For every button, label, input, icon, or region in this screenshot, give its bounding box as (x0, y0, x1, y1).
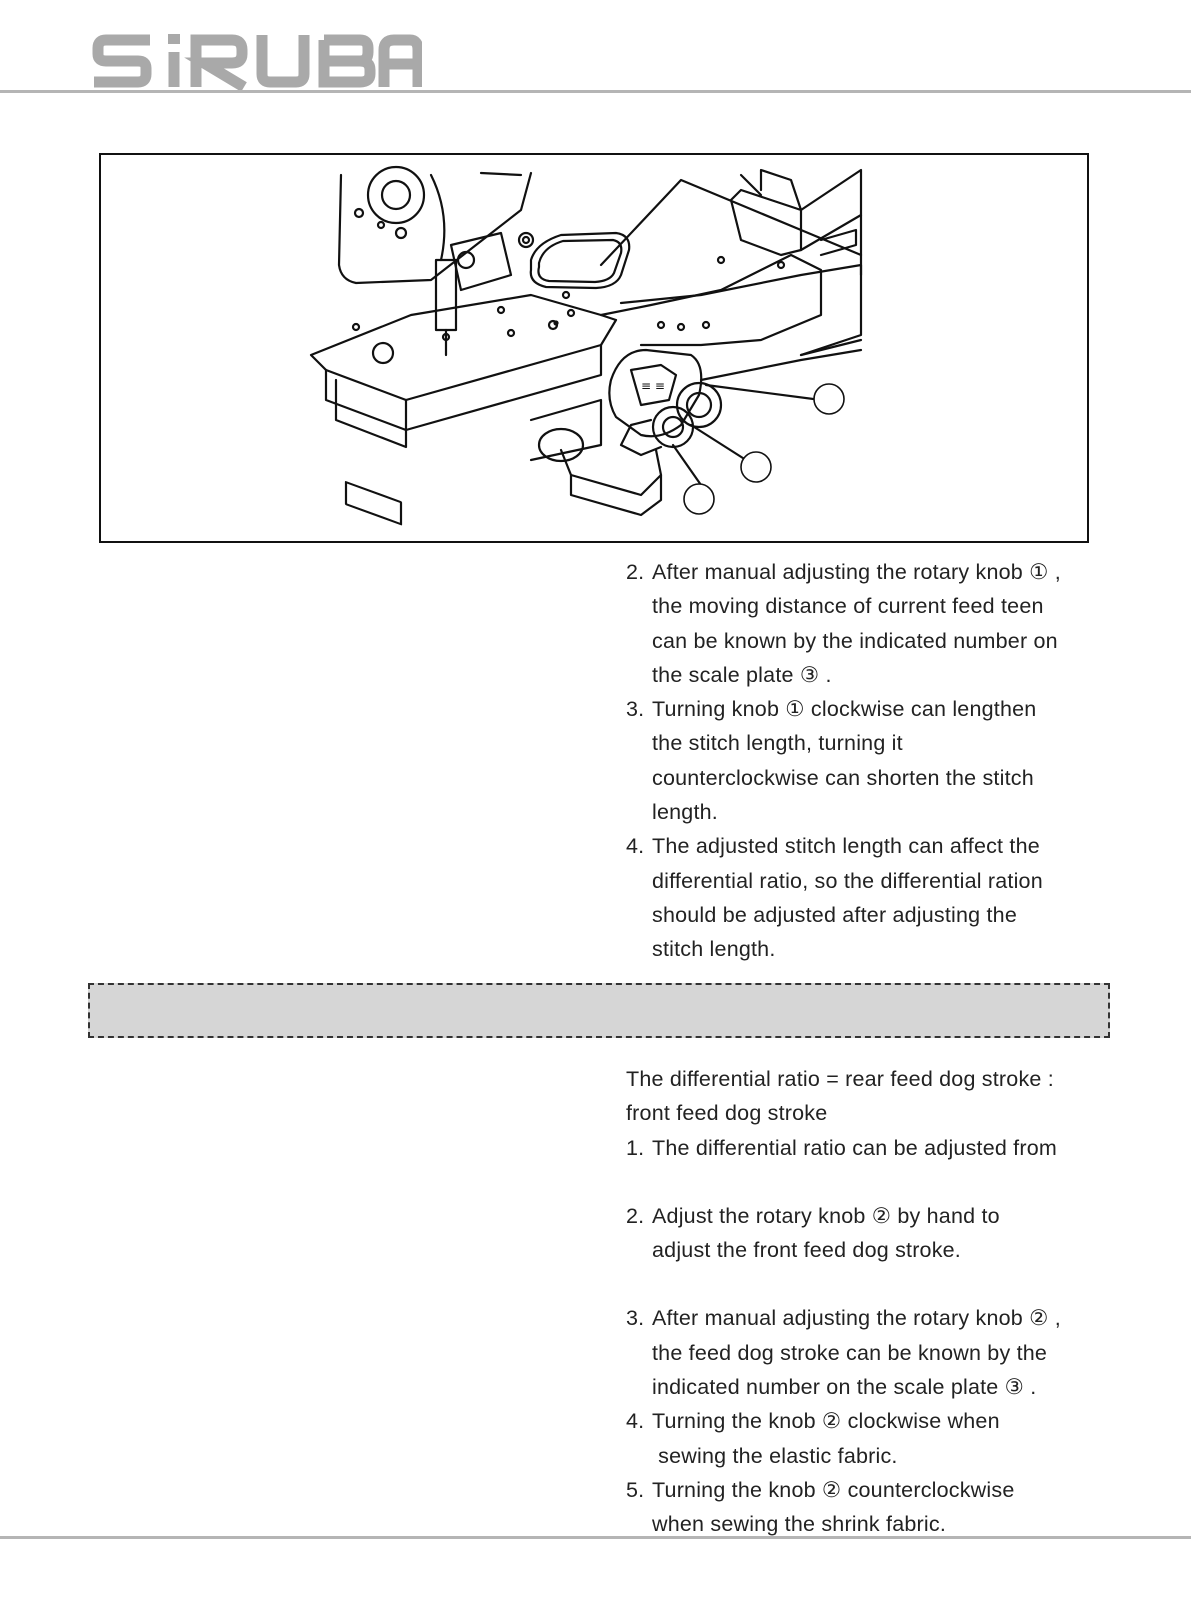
differential-step-2 (626, 1199, 1171, 1268)
siruba-logo-mark (92, 30, 422, 92)
step-number: 4. (626, 1409, 645, 1434)
step-number: 3. (626, 1306, 645, 1331)
step-line: Turning the knob ② counterclockwise (652, 1477, 1015, 1502)
callout-2-circle (741, 452, 771, 482)
step-line: After manual adjusting the rotary knob ② , (652, 1306, 1061, 1331)
step-number: 4. (626, 834, 645, 859)
step-number: 2. (626, 560, 645, 584)
callout-3-circle (684, 484, 714, 514)
step-line: when sewing the shrink fabric. (652, 1512, 947, 1537)
step-line: The adjusted stitch length can affect the (652, 834, 1040, 859)
header-rule (0, 90, 1191, 93)
step-line: differential ratio, so the differential ration (652, 868, 1043, 893)
differential-ratio-section (626, 1062, 1171, 1542)
step-line: The differential ratio can be adjusted from (652, 1135, 1057, 1160)
step-line: After manual adjusting the rotary knob ① , (652, 560, 1061, 584)
step-number: 1. (626, 1135, 645, 1160)
step-line: can be known by the indicated number on (652, 628, 1058, 653)
differential-step-3 (626, 1301, 1171, 1404)
step-line: should be adjusted after adjusting the (652, 902, 1017, 927)
differential-step-4 (626, 1404, 1171, 1473)
step-line: the feed dog stroke can be known by the (652, 1340, 1048, 1365)
differential-step-1 (626, 1131, 1171, 1165)
stitch-step-2 (626, 555, 1171, 692)
step-line: adjust the front feed dog stroke. (652, 1238, 961, 1263)
step-number: 5. (626, 1477, 645, 1502)
differential-intro-line: The differential ratio = rear feed dog stroke : (626, 1067, 1054, 1091)
differential-step-5 (626, 1473, 1171, 1542)
step-line: Turning knob ① clockwise can lengthen (652, 697, 1037, 722)
sewing-machine-illustration (101, 155, 1087, 541)
step-line: counterclockwise can shorten the stitch (652, 765, 1034, 790)
machine-figure (99, 153, 1089, 543)
step-line: the stitch length, turning it (652, 731, 903, 756)
spacer (626, 1267, 1171, 1301)
stitch-length-steps (626, 555, 1171, 967)
step-line: the scale plate ③ . (652, 662, 832, 687)
svg-text:≡ ≡: ≡ ≡ (641, 379, 665, 393)
step-line: Turning the knob ② clockwise when (652, 1409, 1000, 1434)
step-line: Adjust the rotary knob ② by hand to (652, 1203, 1000, 1228)
step-number: 3. (626, 697, 645, 722)
step-line: stitch length. (652, 937, 776, 962)
stitch-step-3 (626, 692, 1171, 829)
siruba-logo (92, 30, 422, 92)
callout-1-circle (814, 384, 844, 414)
step-number: 2. (626, 1203, 645, 1228)
step-line: sewing the elastic fabric. (652, 1443, 898, 1468)
stitch-step-4 (626, 829, 1171, 966)
footer-rule (0, 1536, 1191, 1539)
differential-intro-line: front feed dog stroke (626, 1101, 828, 1126)
step-line: indicated number on the scale plate ③ . (652, 1375, 1037, 1400)
section-heading-band (88, 983, 1110, 1038)
spacer (626, 1165, 1171, 1199)
step-line: the moving distance of current feed teen (652, 594, 1044, 619)
step-line: length. (652, 800, 718, 825)
